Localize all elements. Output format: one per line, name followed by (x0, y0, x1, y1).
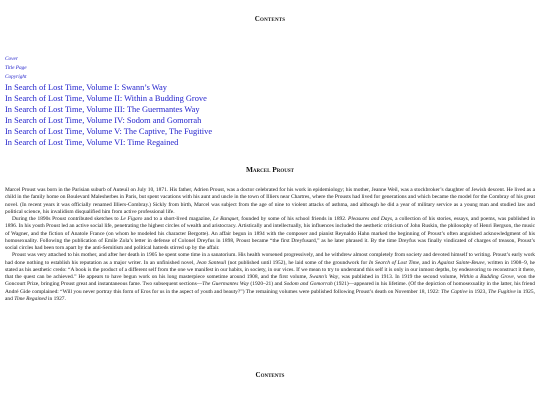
italic-title-text: Within a Budding Grove (459, 274, 514, 280)
italic-title-text: In Search of Lost Time (368, 259, 420, 266)
italic-title-text: The Fugitive (488, 288, 516, 295)
volume-3-link[interactable]: In Search of Lost Time, Volume III: The Guermantes Way (5, 105, 200, 115)
title-page-link[interactable]: Title Page (5, 65, 27, 72)
paragraph-text: , and in (419, 259, 438, 266)
italic-title-text: Sodom and Gomorrah (283, 281, 333, 288)
paragraph-text: (not published until 1952), he laid some of the groundwork for (226, 259, 369, 266)
italic-title-text: Pleasures and Days (348, 216, 393, 222)
volume-links (5, 82, 212, 149)
italic-title-text: Swann’s Way (309, 274, 339, 280)
bio-paragraph-3 (5, 252, 535, 303)
paragraph-text: , was published in 1913. In 1919 the second volume, (338, 274, 460, 280)
paragraph-text: , founded by some of his school friends in 1892. (238, 216, 349, 222)
italic-title-text: Against Sainte-Beuve (437, 259, 485, 266)
cover-link[interactable]: Cover (5, 56, 18, 62)
italic-title-text: The Guermantes Way (202, 281, 249, 288)
paragraph-text: (1920–21) and (248, 281, 284, 288)
italic-title-text: Le Figaro (120, 216, 143, 222)
copyright-link[interactable]: Copyright (5, 74, 27, 81)
volume-1-link[interactable]: In Search of Lost Time, Volume I: Swann’s Way (5, 83, 167, 92)
italic-title-text: Time Regained (14, 295, 47, 302)
paragraph-text: (1921)—appeared in his lifetime. (Of the depiction of homosexuality in the latter, his friend André Gide complained: “Will you never portray this form of Eros for us in the aspect of youth and beauty?”) The remaining volumes were published following Proust’s death on November 18, 1922: (5, 281, 536, 295)
bio-paragraph-2 (5, 216, 535, 252)
author-heading: Marcel Proust (245, 165, 295, 174)
volume-2-link[interactable]: In Search of Lost Time, Volume II: Within a Budding Grove (5, 94, 207, 104)
paragraph-text: Proust was very attached to his mother, and after her death in 1905 he spent some time in a sanatorium. His health worsened progressively, and he withdrew almost completely from society and devoted himself to writing. Proust’s early work had done nothing to establish his reputation as a major writer. In an unfinished novel, (5, 252, 535, 266)
paragraph-text: During the 1890s Proust contributed sketches to (12, 216, 121, 222)
contents-link[interactable]: Contents (255, 371, 285, 379)
italic-title-text: Jean Santeuil (196, 259, 227, 266)
author-biography (5, 187, 535, 303)
paragraph-text: and to a short-lived magazine, (142, 216, 213, 222)
bio-paragraph-1: Marcel Proust was born in the Parisian suburb of Auteuil on July 10, 1871. His father, Adrien Proust, was a doctor celebrated for his work in epidemiology; his mother, Jeanne Weil, was a stockbroker’s daughter of Jewish descent. He lived as a child in the family home on Boulevard Malesherbes in Paris, but spent vacations with his aunt and uncle in the town of Illiers near Chartres, where the Prousts had lived for generations and which became the model for the Combray of his great novel. (In recent years it was officially renamed Illiers-Combray.) Sickly from birth, Marcel was subject from the age of nine to violent attacks of asthma, and although he did a year of military service as a young man and studied law and political science, his invalidism disqualified him from active professional life. (5, 187, 535, 215)
paragraph-text: in 1923, (467, 288, 489, 295)
volume-5-link[interactable]: In Search of Lost Time, Volume V: The Captive, The Fugitive (5, 127, 213, 137)
italic-title-text: The Captive (441, 288, 468, 295)
italic-title-text: Le Banquet (212, 216, 239, 222)
paragraph-text: , a collection of his stories, essays, and poems, was published in 1896. In his youth Proust led an active social life, penetrating the highest circles of wealth and aristocracy. Artistically and intellectually, his influences included the aesthetic criticism of John Ruskin, the philosophy of Henri Bergson, the music of Wagner, and the fiction of Anatole France (on whom he modeled his character Bergotte). An affair begun in 1894 with the composer and pianist Reynaldo Hahn marked the beginning of Proust’s often anguished acknowledgment of his homosexuality. Following the publication of Emile Zola’s letter in defense of Colonel Dreyfus in 1898, Proust became “the first Dreyfusard,” as he later phrased it. By the time Dreyfus was finally vindicated of charges of treason, Proust’s social circles had been torn apart by the anti-Semitism and political hatreds stirred up by the affair. (5, 216, 536, 251)
contents-heading: Contents (254, 15, 286, 23)
volume-6-link[interactable]: In Search of Lost Time, Volume VI: Time Regained (5, 138, 179, 148)
paragraph-text: in 1927. (46, 295, 66, 302)
paragraph-text: in 1925, and (5, 288, 535, 302)
volume-4-link[interactable]: In Search of Lost Time, Volume IV: Sodom and Gomorrah (5, 116, 202, 126)
front-matter-links (5, 55, 27, 83)
paragraph-text: , written in 1908–9, he stated as his aesthetic credo: “A book is the product of a different self from the one we manifest in our habits, in society, in our vices. If we mean to try to understand this self it is only in our inmost depths, by endeavoring to reconstruct it there, that the quest can be achieved.” He appears to have begun work on his long masterpiece sometime around 1908, and the first volume, (5, 259, 535, 280)
paragraph-text: , won the Goncourt Prize, bringing Proust great and instantaneous fame. Two subsequent sections— (5, 274, 535, 288)
